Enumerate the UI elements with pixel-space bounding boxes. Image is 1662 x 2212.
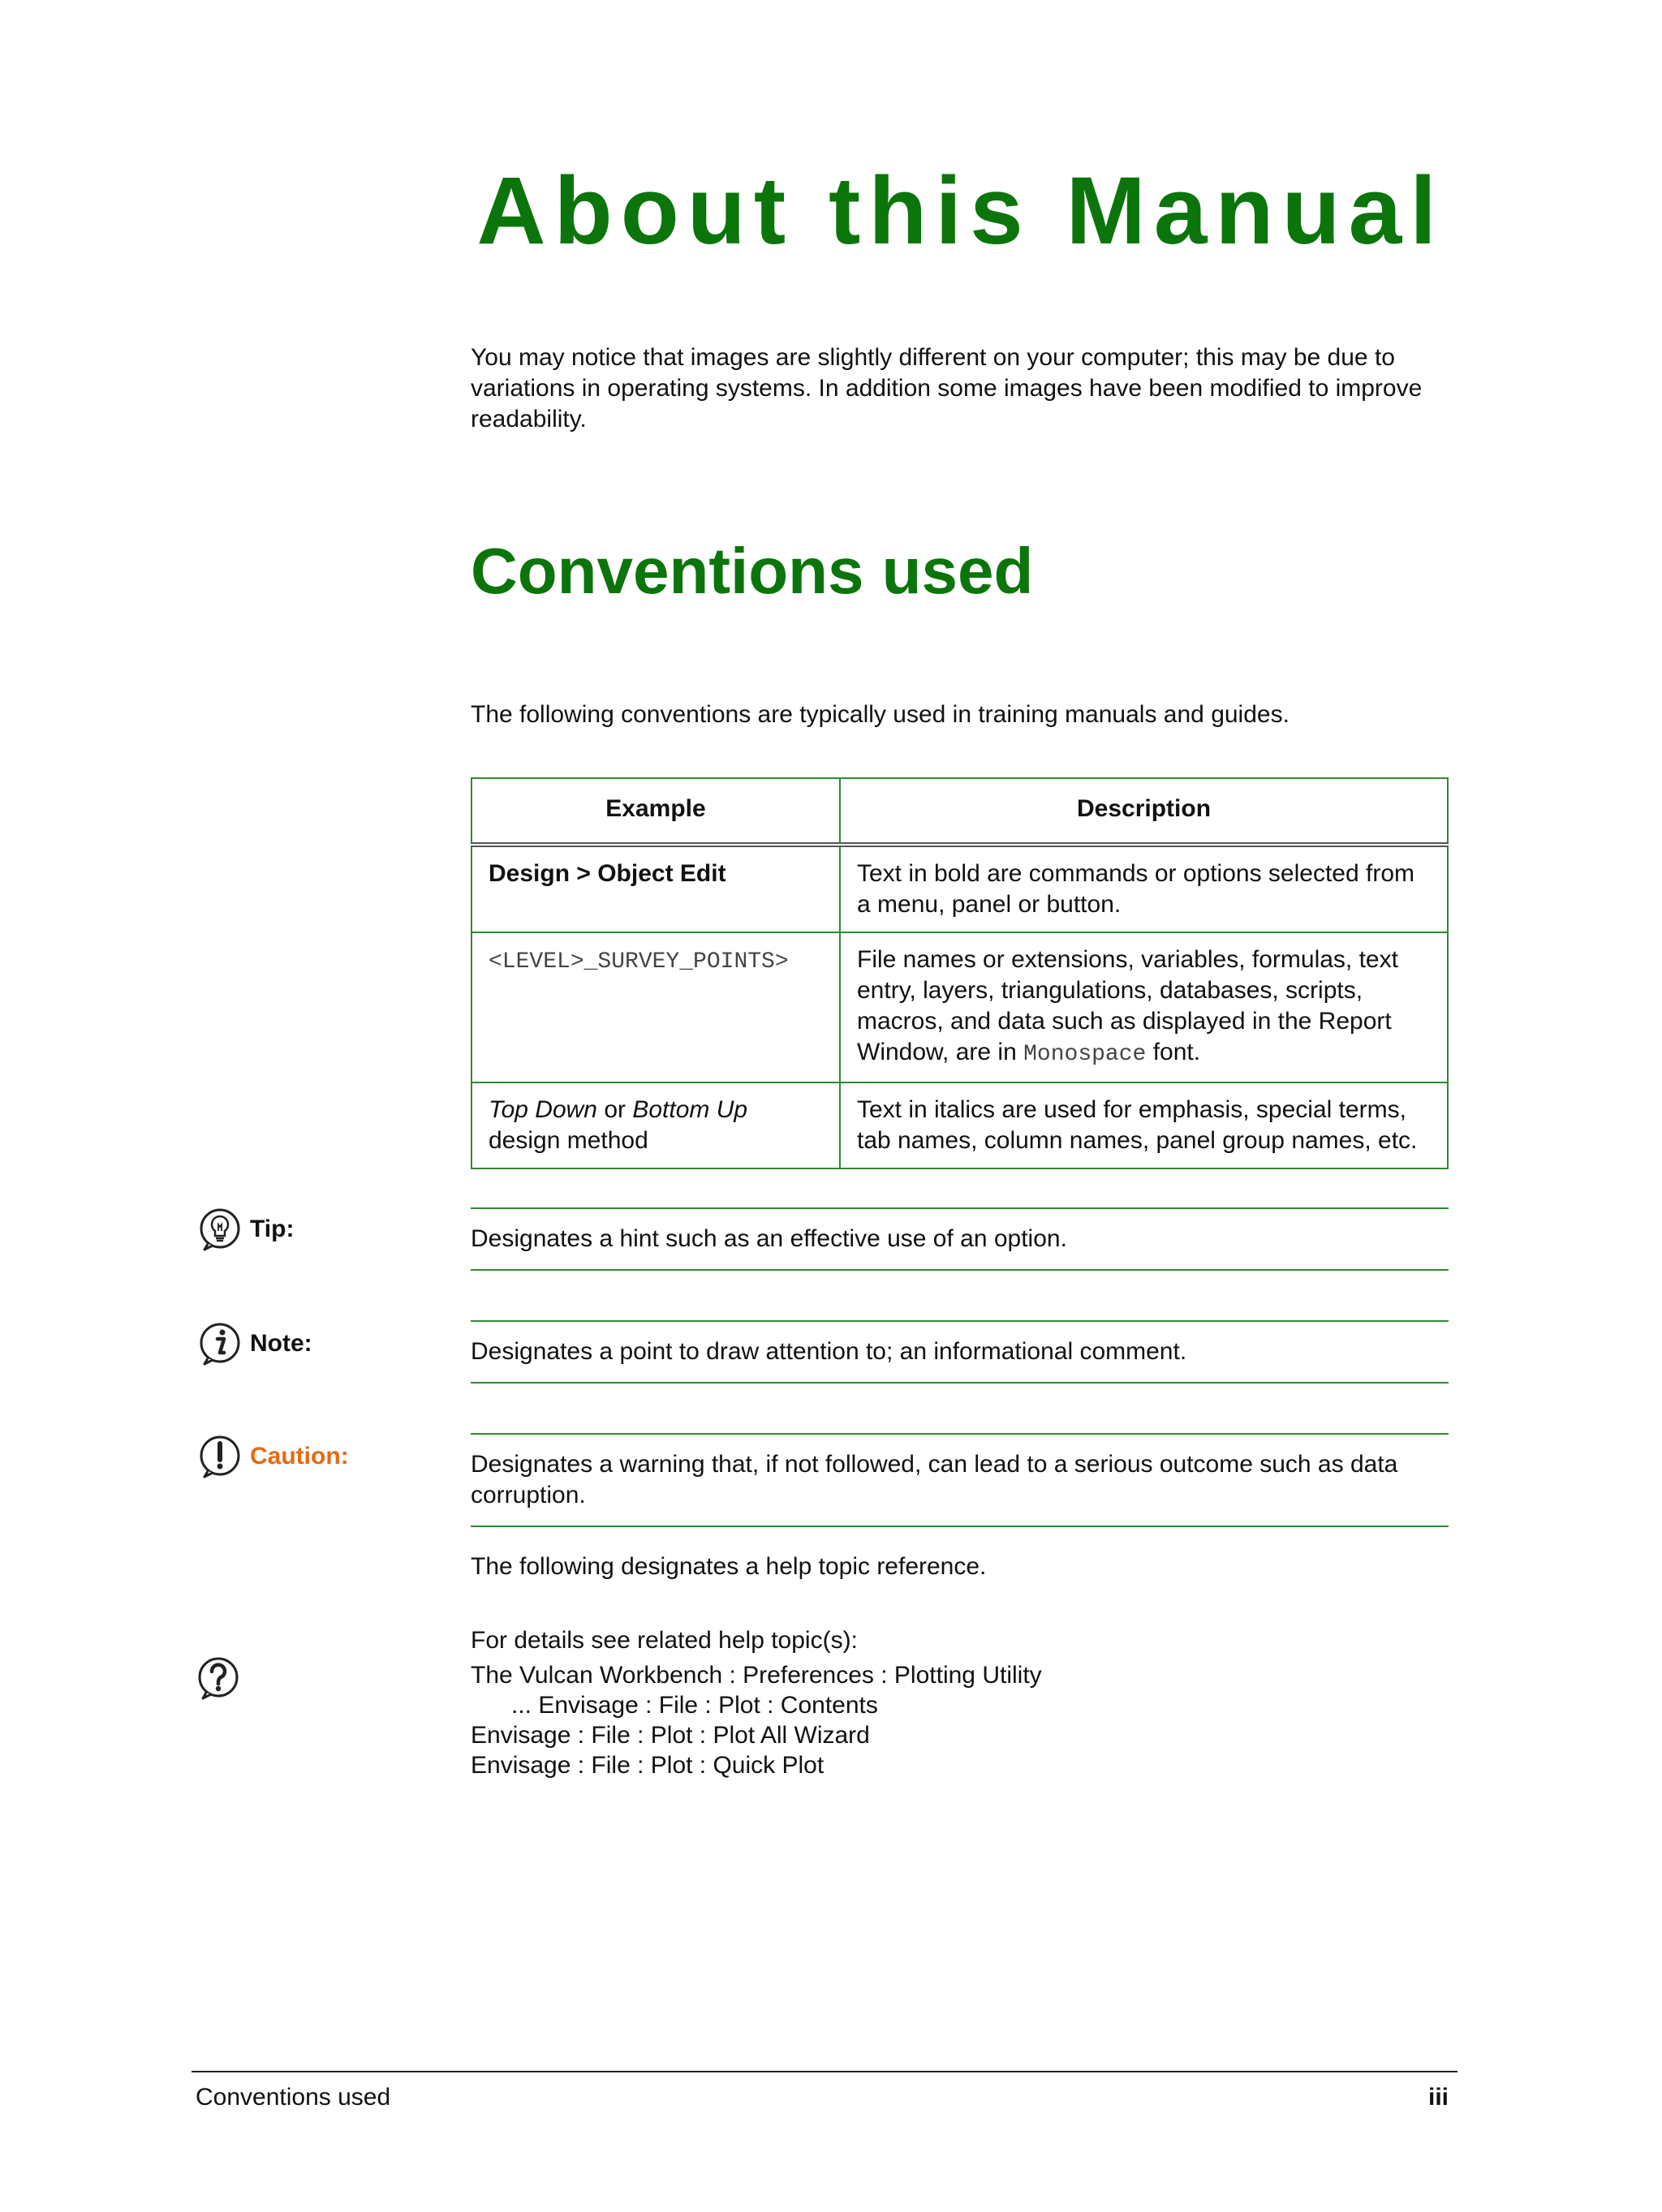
description-text: File names or extensions, variables, formulas, text entry, layers, triangulations, databases, scripts, macros, and data such as displayed in the Report Window, are in [857,946,1398,1065]
help-link[interactable]: Envisage : File : Plot : Quick Plot [471,1752,825,1779]
note-callout [471,1320,1449,1384]
tip-callout [471,1207,1449,1271]
tip-label-group [198,1207,294,1252]
table-row [471,932,1448,1082]
example-or: or [604,1096,626,1123]
caution-text: Designates a warning that, if not followed, can lead to a serious outcome such as data corruption. [471,1451,1398,1508]
footer-rule [192,2071,1457,2072]
example-cell [471,932,840,1082]
exclamation-icon [198,1434,243,1479]
example-italic-top-down: Top Down [489,1096,597,1123]
example-italic-bottom-up: Bottom Up [632,1096,748,1123]
description-cell [840,932,1448,1082]
caution-label-group [198,1434,349,1479]
description-cell: Text in bold are commands or options selected from a menu, panel or button. [840,845,1448,932]
help-link[interactable]: The Vulcan Workbench : Preferences : Plotting Utility [471,1662,1042,1689]
page-number: iii [1427,2084,1449,2111]
monospace-sample: Monospace [1023,1042,1147,1067]
help-link[interactable]: Envisage : File : Plot : Plot All Wizard [471,1722,870,1749]
help-link[interactable]: ... Envisage : File : Plot : Contents [511,1692,878,1719]
lightbulb-icon [198,1207,243,1252]
tip-text: Designates a hint such as an effective use of an option. [471,1225,1067,1252]
column-header-example: Example [471,778,840,845]
info-icon [198,1321,243,1366]
description-text-tail: font. [1152,1039,1201,1065]
caution-callout [471,1433,1449,1527]
table-row [471,845,1448,932]
footer-section-title: Conventions used [196,2084,391,2111]
example-cell [471,1082,840,1168]
help-topic-block [471,1625,1445,1780]
help-heading: For details see related help topic(s): [471,1627,858,1654]
note-label-group [198,1321,312,1366]
help-intro: The following designates a help topic reference. [471,1553,987,1580]
column-header-description: Description [840,778,1448,845]
example-monospace: <LEVEL>_SURVEY_POINTS> [489,949,789,975]
question-icon [196,1655,242,1705]
note-label: Note: [250,1330,312,1357]
conventions-intro: The following conventions are typically used in training manuals and guides. [471,701,1290,728]
intro-paragraph: You may notice that images are slightly different on your computer; this may be due to variations in operating systems. In addition some images have been modified to improve readability. [471,344,1423,433]
page-title: About this Manual [476,157,1445,265]
note-text: Designates a point to draw attention to; an informational comment. [471,1338,1187,1365]
section-heading: Conventions used [471,535,1034,607]
caution-label: Caution: [250,1443,349,1470]
example-cell: Design > Object Edit [471,845,840,932]
tip-label: Tip: [250,1216,295,1242]
table-header-row [471,778,1448,845]
description-cell: Text in italics are used for emphasis, special terms, tab names, column names, panel group names, etc. [840,1082,1448,1168]
conventions-table [471,777,1449,1169]
table-row [471,1082,1448,1168]
example-design-method: design method [489,1127,648,1154]
